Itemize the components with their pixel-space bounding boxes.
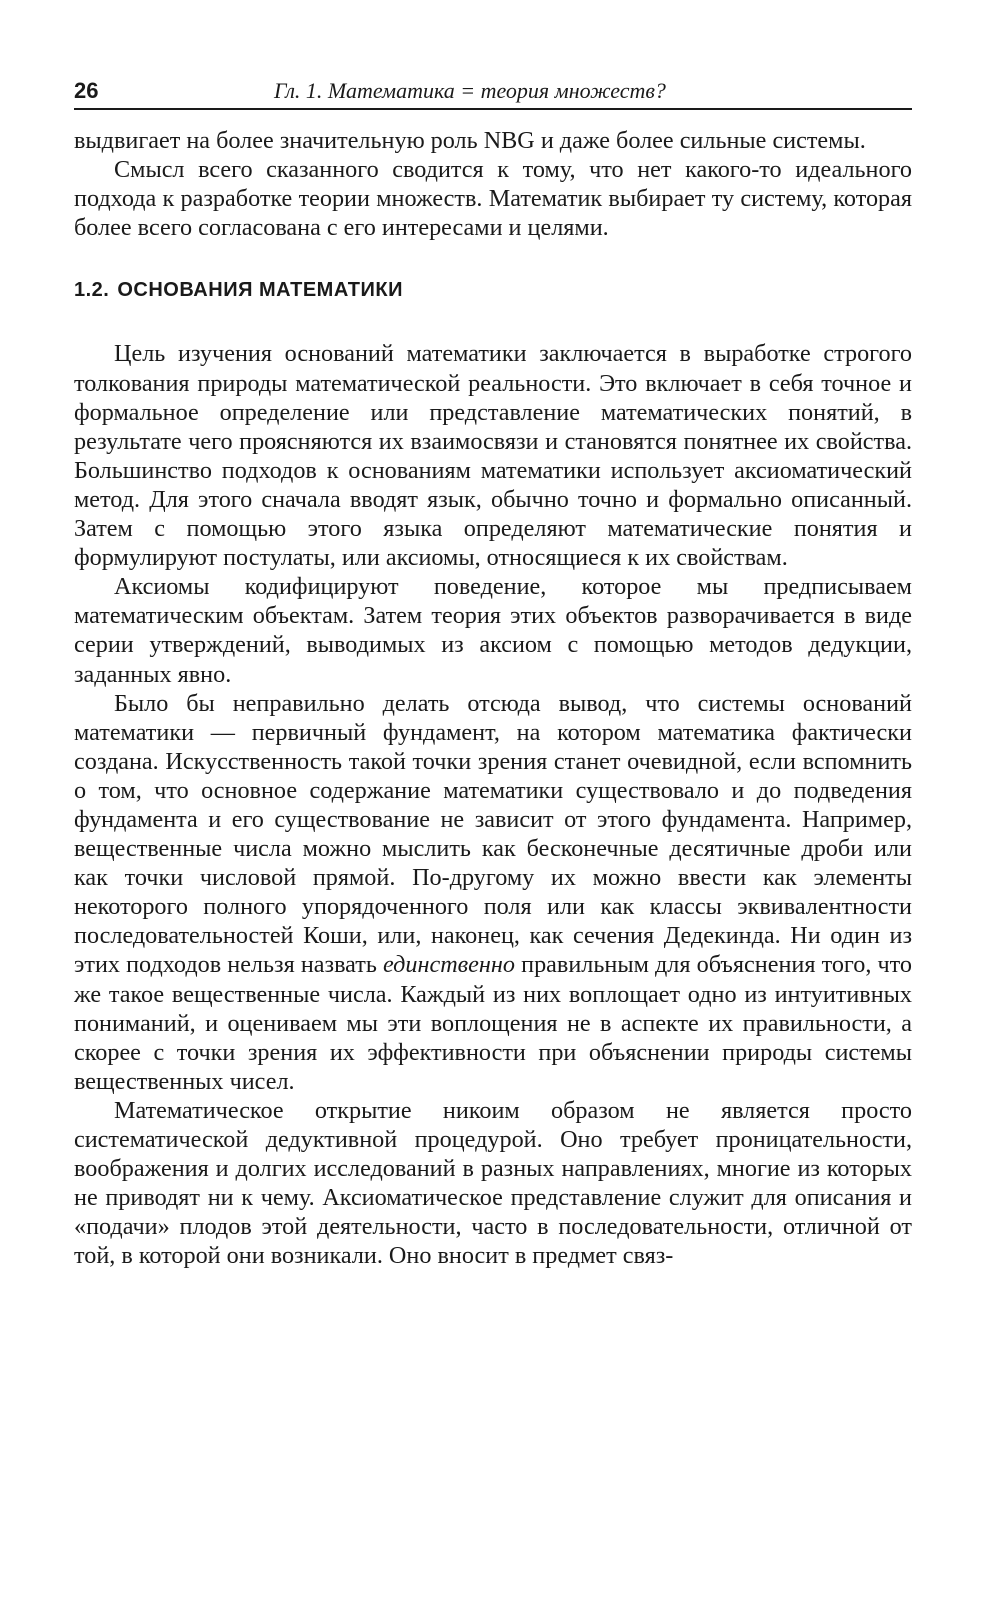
emphasized-word: единственно [383,951,516,979]
chapter-title: Гл. 1. Математика = теория множеств? [274,78,666,103]
section-number: 1.2. [74,279,110,302]
body-text [74,126,912,1270]
paragraph: Цель изучения оснований математики заключается в выработке строгого толкования природы математической реальности. Это включает в себя точное и формальное определение или представление математических понятий, в результате чего проясняются их взаимосвязи и становятся понятнее их свойства. Большинство подходов к основаниям математики использует аксиоматический метод. Для этого сначала вводят язык, обычно точно и формально описанный. Затем с помощью этого языка определяют математические понятия и формулируют постулаты, или аксиомы, относящиеся к их свойствам. [74,340,912,572]
paragraph-text: правильным для объяснения того, что же такое вещественные числа. Каждый из них воплощает одно из интуитивных пониманий, и оцениваем мы эти воплощения не в аспекте их правильности, а скорее с точки зрения их эффективности при объяснении природы системы вещественных чисел. [74,951,913,1095]
book-page [74,70,912,1270]
section-heading [74,276,912,305]
paragraph [74,689,912,1096]
running-head [74,70,912,110]
page-number: 26 [74,78,99,103]
paragraph-text: Было бы неправильно делать отсюда вывод, что системы оснований математики — первичный фундамент, на котором математика фактически создана. Искусственность такой точки зрения станет очевидной, если вспомнить о том, что основное содержание математики существовало и до подведения фундамента и его существование не зависит от этого фундамента. Например, вещественные числа можно мыслить как бесконечные десятичные дроби или как точки числовой прямой. По-другому их можно ввести как элементы некоторого полного упорядоченного поля или как классы эквивалентности последовательностей Коши, или, наконец, как сечения Дедекинда. Ни один из этих подходов нельзя назвать [74,689,912,979]
paragraph: Математическое открытие никоим образом не является просто систематической дедуктивной процедурой. Оно требует проницательности, воображения и долгих исследований в разных направлениях, многие из которых не приводят ни к чему. Аксиоматическое представление служит для описания и «подачи» плодов этой деятельности, часто в последовательности, отличной от той, в которой они возникали. Оно вносит в предмет связ- [74,1096,912,1270]
section-title: ОСНОВАНИЯ МАТЕМАТИКИ [117,279,403,302]
paragraph: выдвигает на более значительную роль NBG и даже более сильные системы. [74,127,866,154]
paragraph: Смысл всего сказанного сводится к тому, что нет какого-то идеального подхода к разработке теории множеств. Математик выбирает ту систему, которая более всего согласована с его интересами и целями. [74,156,912,242]
paragraph: Аксиомы кодифицируют поведение, которое мы предписываем математическим объектам. Затем теория этих объектов разворачивается в виде серии утверждений, выводимых из аксиом с помощью методов дедукции, заданных явно. [74,573,912,688]
